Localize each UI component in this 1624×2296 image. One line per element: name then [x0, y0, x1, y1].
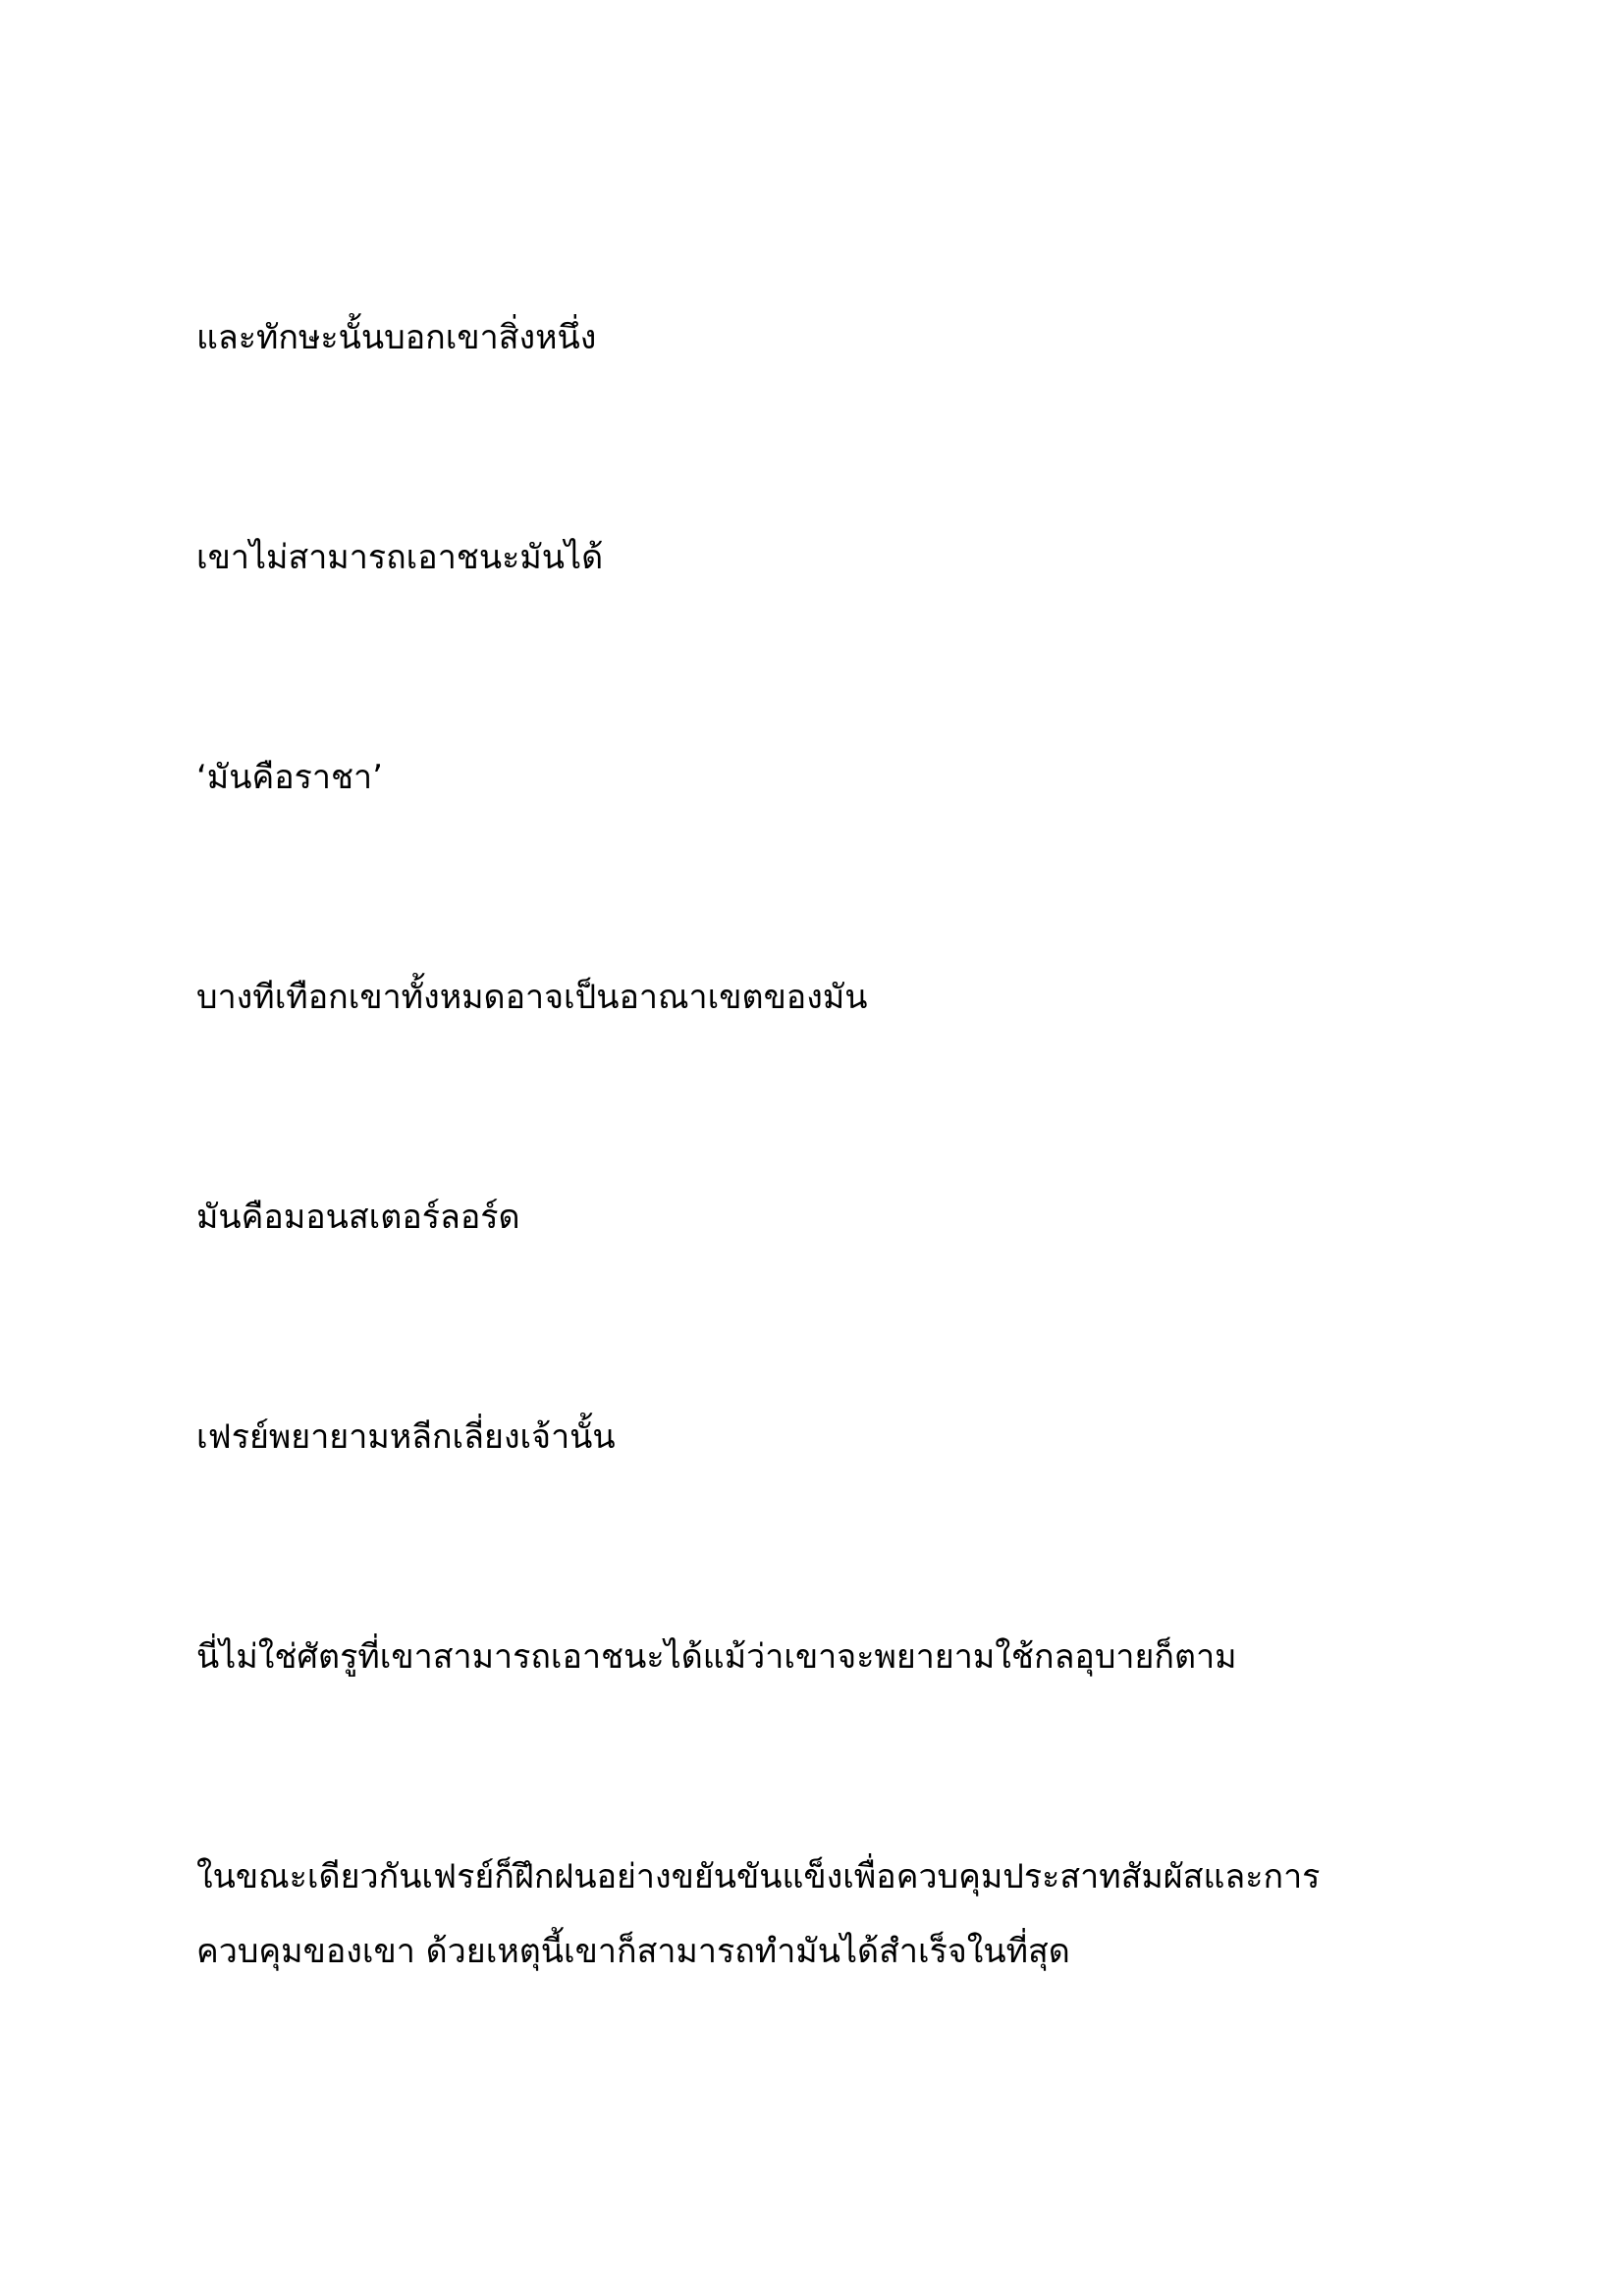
paragraph-3: ‘มันคือราชา’ — [196, 758, 383, 797]
paragraph-8 — [196, 1840, 1434, 1989]
paragraph-6: เฟรย์พยายามหลีกเลี่ยงเจ้านั้น — [196, 1417, 616, 1457]
paragraph-2: เขาไม่สามารถเอาชนะมันได้ — [196, 538, 604, 577]
paragraph-8-line-1: ในขณะเดียวกันเฟรย์ก็ฝึกฝนอย่างขยันขันแข็งเพื่อควบคุมประสาทสัมผัสและการ — [196, 1857, 1321, 1896]
paragraph-1: และทักษะนั้นบอกเขาสิ่งหนึ่ง — [196, 318, 597, 357]
paragraph-8-line-2: ควบคุมของเขา ด้วยเหตุนี้เขาก็สามารถทำมันได้สำเร็จในที่สุด — [196, 1932, 1070, 1971]
paragraph-5: มันคือมอนสเตอร์ลอร์ด — [196, 1198, 520, 1237]
paragraph-7: นี่ไม่ใช่ศัตรูที่เขาสามารถเอาชนะได้แม้ว่าเขาจะพยายามใช้กลอุบายก็ตาม — [196, 1637, 1237, 1677]
paragraph-4: บางทีเทือกเขาทั้งหมดอาจเป็นอาณาเขตของมัน — [196, 978, 868, 1017]
